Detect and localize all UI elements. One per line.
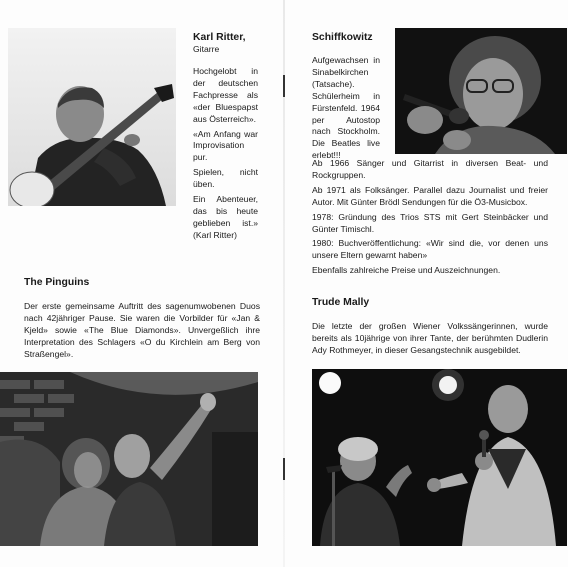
schiffkowitz-line: Ebenfalls zahlreiche Preise und Auszeichnungen. xyxy=(312,265,501,276)
karl-ritter-photo xyxy=(8,28,176,206)
schiffkowitz-bio xyxy=(312,158,548,280)
schiffkowitz-line: Ab 1966 Sänger und Gitarrist in diversen Beat- und Rockgruppen. xyxy=(312,158,548,180)
pinguins-title: The Pinguins xyxy=(24,277,90,288)
fold-mark-bottom xyxy=(283,458,285,480)
karl-ritter-bio xyxy=(193,66,258,245)
schiffkowitz-title: Schiffkowitz xyxy=(312,32,373,43)
pinguins-text: Der erste gemeinsame Auftritt des sagenumwobenen Duos nach 42jähriger Pause. Sie waren die Vorbilder für «Jan & Kjeld» sowie «The Blue Diamonds». Unvergeßlich ihre Interpretation des Schlagers «O du Kirchlein am Berg von Straßengel». xyxy=(24,301,260,359)
karl-line: Spielen, nicht üben. xyxy=(193,167,258,190)
karl-line: Hochgelobt in der deutschen Fachpresse als «der Bluespapst aus Österreich». xyxy=(193,66,258,124)
schiffkowitz-intro: Aufgewachsen in Sinabelkirchen (Tatsache). Schülerheim in Fürstenfeld. 1964 per Autostop nach Stockholm. Die Beatles live erlebt!!! xyxy=(312,55,380,161)
karl-ritter-name: Karl Ritter, xyxy=(193,32,246,43)
schiffkowitz-photo xyxy=(395,28,567,154)
fold-mark-top xyxy=(283,75,285,97)
schiffkowitz-line: 1980: Buchveröffentlichung: «Wir sind die, vor denen uns unsere Eltern gewarnt haben» xyxy=(312,238,548,261)
karl-line: Ein Abenteuer, das bis heute geblieben ist.» (Karl Ritter) xyxy=(193,194,258,240)
schiffkowitz-line: 1978: Gründung des Trios STS mit Gert Steinbäcker und Günter Timischl. xyxy=(312,211,548,234)
trude-mally-title: Trude Mally xyxy=(312,297,370,308)
pinguins-photo xyxy=(0,372,258,546)
karl-ritter-role: Gitarre xyxy=(193,44,220,54)
karl-line: «Am Anfang war Improvisation pur. xyxy=(193,128,258,163)
trude-mally-text: Die letzte der großen Wiener Volkssängerinnen, wurde bereits als 10jährige von ihrer Tante, der berühmten Dudlerin Ady Rothmeyer, in dieser Gesangstechnik ausgebildet. xyxy=(312,321,548,355)
trude-mally-photo xyxy=(312,369,567,546)
schiffkowitz-line: Ab 1971 als Folksänger. Parallel dazu Journalist und freier Autor. Mit Günter Brödl Sendungen für die Ö3-Musicbox. xyxy=(312,184,548,207)
